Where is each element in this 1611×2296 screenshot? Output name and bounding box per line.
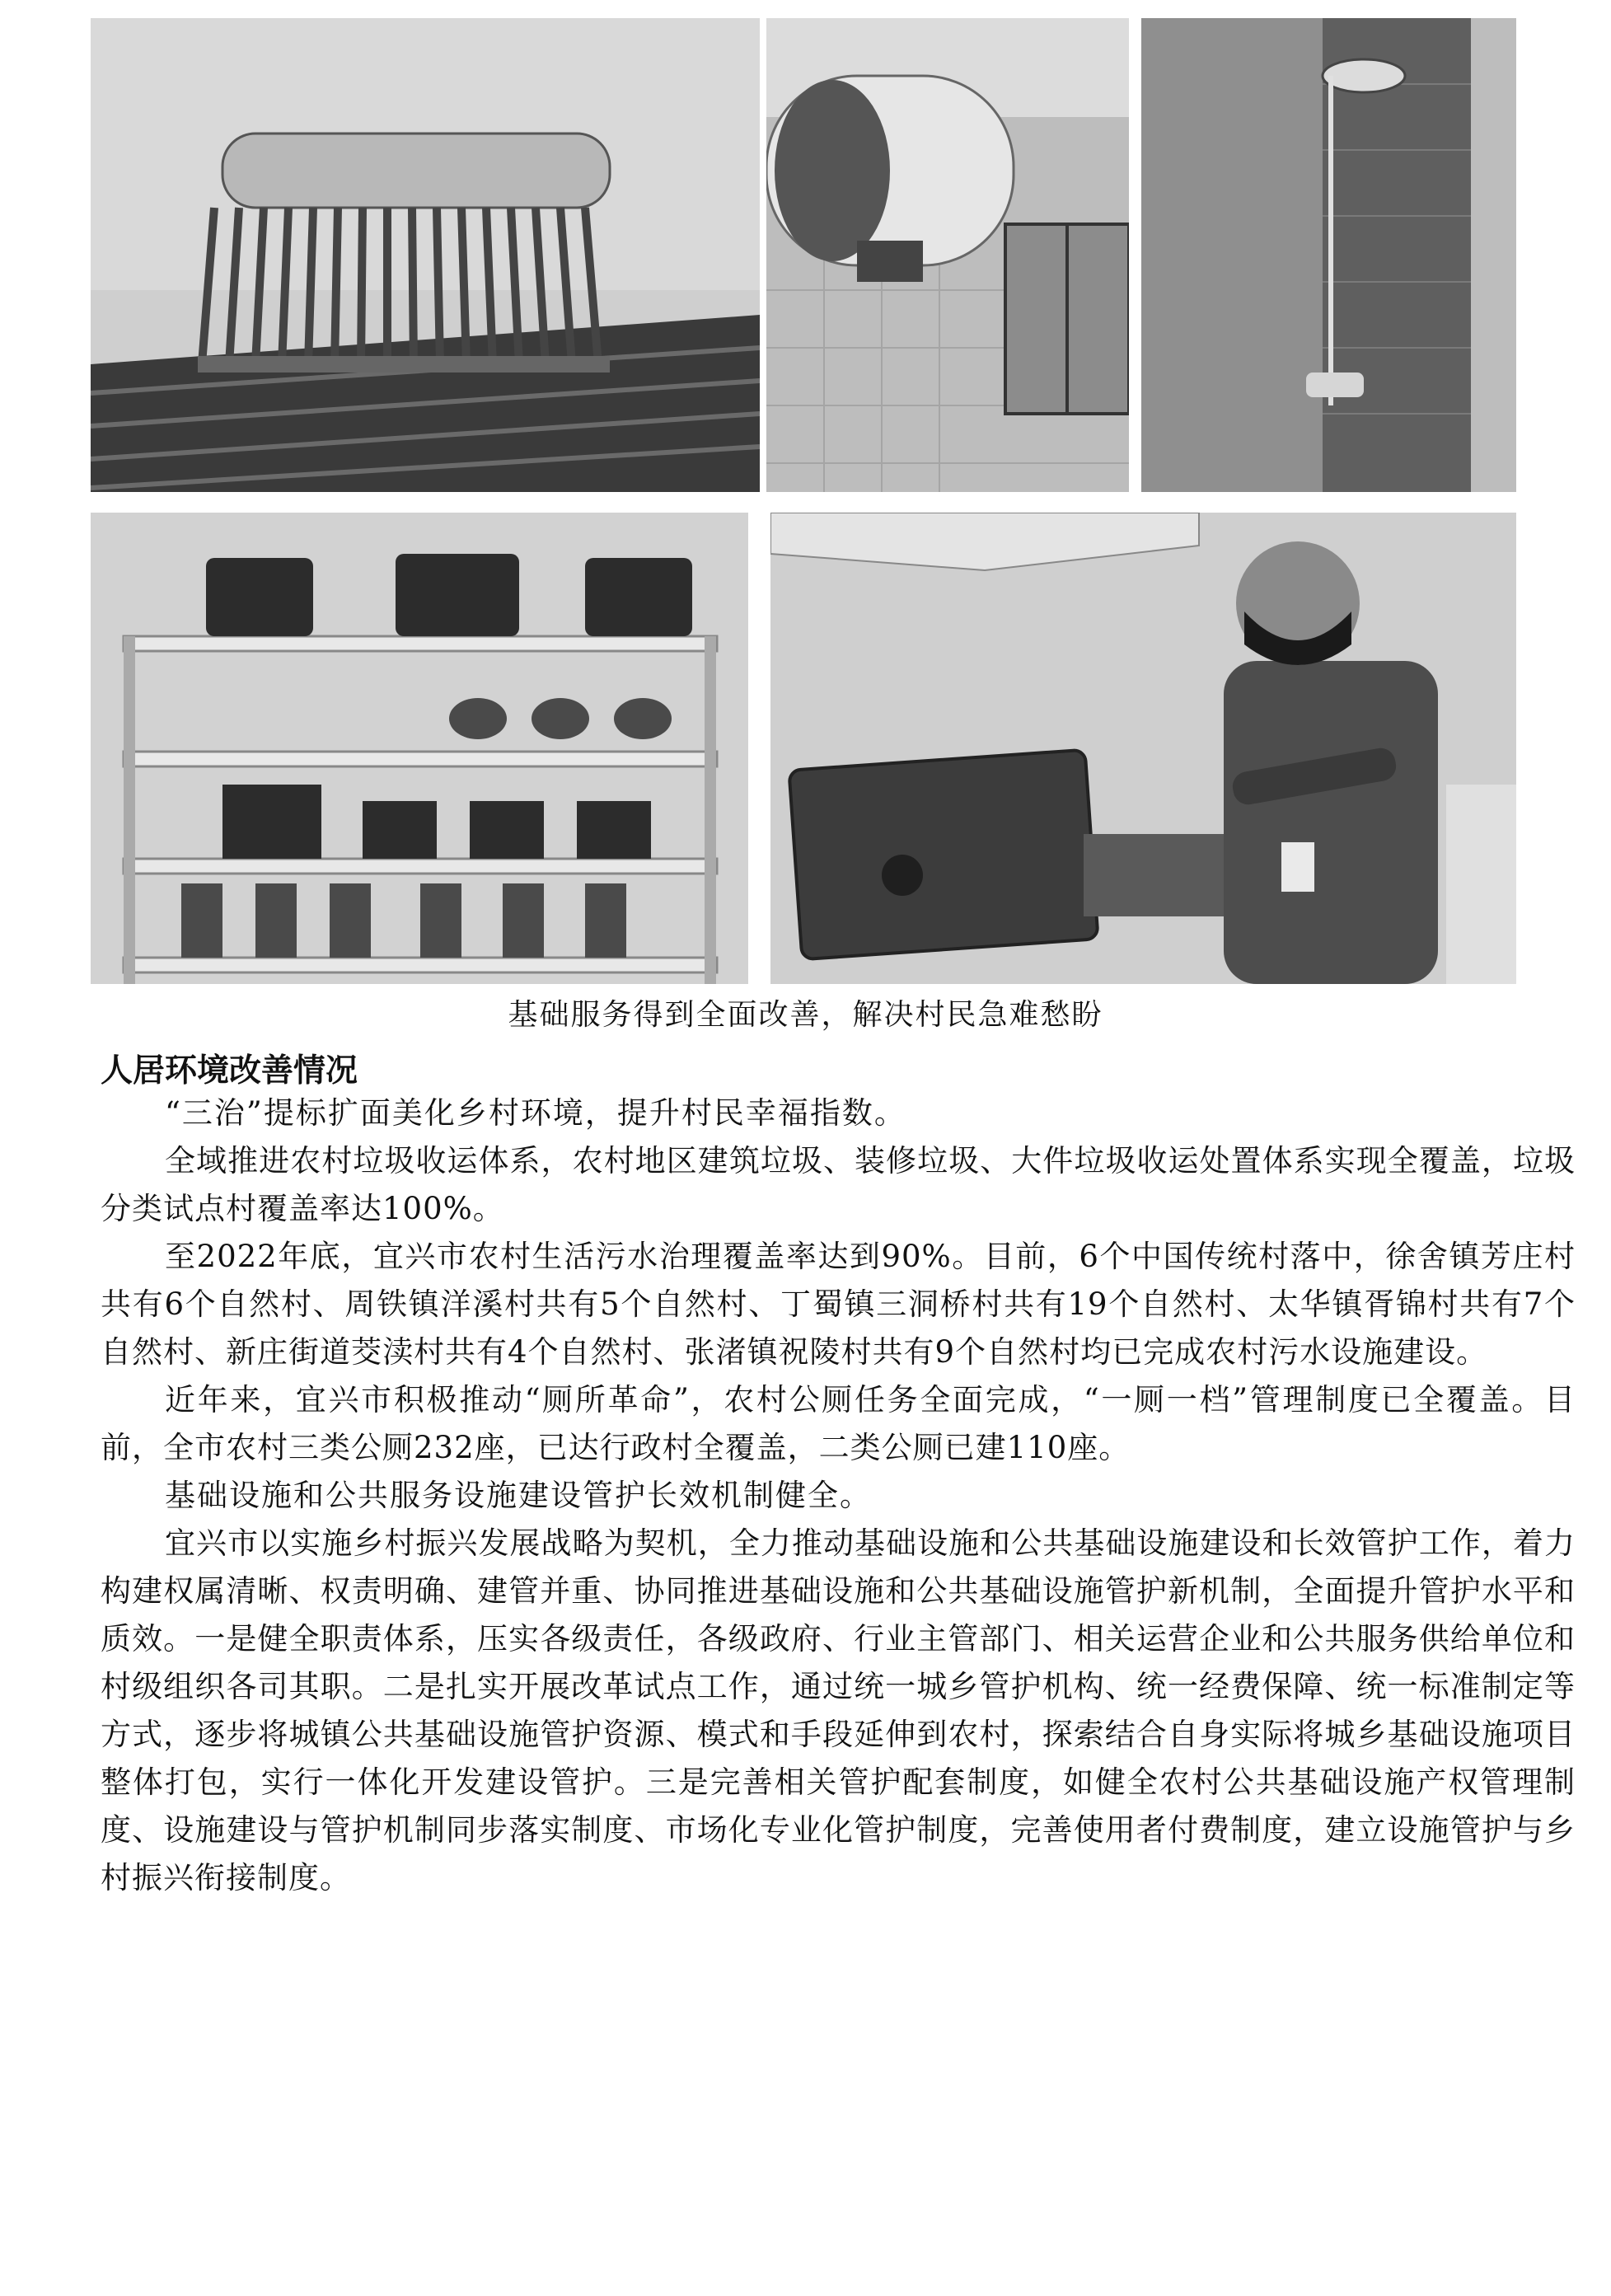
paragraph-waste-collection: 全域推进农村垃圾收运体系，农村地区建筑垃圾、装修垃圾、大件垃圾收运处置体系实现全覆盖，垃圾分类试点村覆盖率达100%。 <box>101 1143 1576 1226</box>
lead-paragraph-2: 基础设施和公共服务设施建设管护长效机制健全。 <box>165 1478 872 1513</box>
paragraph-toilet-revolution: 近年来，宜兴市积极推动“厕所革命”，农村公厕任务全面完成，“一厕一档”管理制度已全覆盖。目前，全市农村三类公厕232座，已达行政村全覆盖，二类公厕已建110座。 <box>101 1382 1576 1465</box>
photo-gas-stove-inspection <box>770 513 1516 984</box>
photo-solar-water-heater <box>91 18 760 492</box>
body-text-1 <box>101 1089 1576 1902</box>
section-heading: 人居环境改善情况 <box>101 1052 358 1089</box>
paragraph-infrastructure-management: 宜兴市以实施乡村振兴发展战略为契机，全力推动基础设施和公共基础设施建设和长效管护工作，着力构建权属清晰、权责明确、建管并重、协同推进基础设施和公共基础设施管护新机制，全面提升管护水平和质效。一是健全职责体系，压实各级责任，各级政府、行业主管部门、相关运营企业和公共服务供给单位和村级组织各司其职。二是扎实开展改革试点工作，通过统一城乡管护机构、统一经费保障、统一标准制定等方式，逐步将城镇公共基础设施管护资源、模式和手段延伸到农村，探索结合自身实际将城乡基础设施项目整体打包，实行一体化开发建设管护。三是完善相关管护配套制度，如健全农村公共基础设施产权管理制度、设施建设与管护机制同步落实制度、市场化专业化管护制度，完善使用者付费制度，建立设施管护与乡村振兴衔接制度。 <box>101 1525 1576 1895</box>
photo-caption: 基础服务得到全面改善，解决村民急难愁盼 <box>508 998 1103 1032</box>
photo-shower <box>1141 18 1516 492</box>
paragraph-sewage-treatment: 至2022年底，宜兴市农村生活污水治理覆盖率达到90%。目前，6个中国传统村落中，徐舍镇芳庄村共有6个自然村、周铁镇洋溪村共有5个自然村、丁蜀镇三洞桥村共有19个自然村、太华镇胥锦村共有7个自然村、新庄街道茭渎村共有4个自然村、张渚镇祝陵村共有9个自然村均已完成农村污水设施建设。 <box>101 1239 1576 1370</box>
lead-paragraph-1: “三治”提标扩面美化乡村环境，提升村民幸福指数。 <box>165 1095 906 1131</box>
photo-tool-shelves <box>91 513 748 984</box>
photo-electric-water-heater <box>766 18 1129 492</box>
